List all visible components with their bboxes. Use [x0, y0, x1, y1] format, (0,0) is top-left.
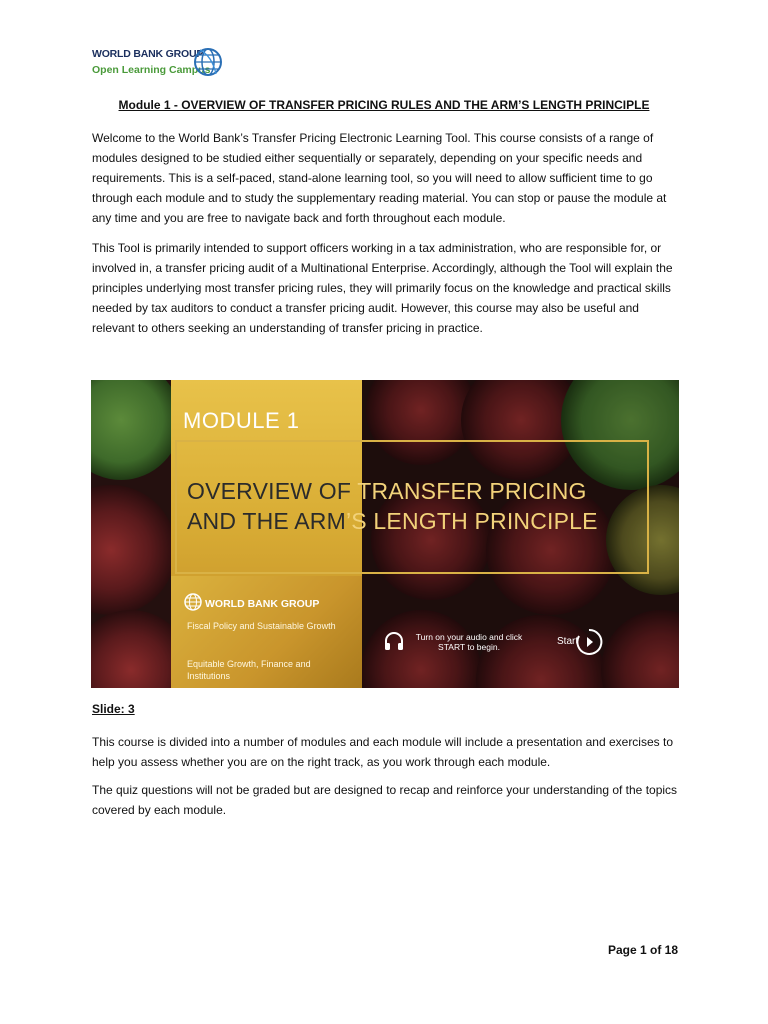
audience-paragraph: This Tool is primarily intended to support officers working in a tax administration, who are responsible for, or involved in, a transfer pricing audit of a Multinational Enterprise. Accordingly, although the Tool will explain the principles underlying most transfer pricing rules, they will primarily focus on the knowledge and practical skills needed by tax auditors to conduct a transfer pricing audit. However, this course may also be useful and relevant to others seeking an understanding of transfer pricing in practice.	[92, 241, 673, 335]
slide-number-label: Slide: 3	[92, 702, 135, 716]
module-slide-image	[91, 380, 679, 688]
slide-unit-1: Fiscal Policy and Sustainable Growth	[187, 621, 336, 631]
start-play-icon	[575, 628, 603, 656]
headphones-icon	[383, 630, 405, 652]
headline-part: OVERVIEW OF	[187, 478, 352, 504]
slide-unit-2: Equitable Growth, Finance and Institutions	[187, 659, 311, 681]
page-number: Page 1 of 18	[607, 943, 678, 957]
globe-icon	[183, 592, 203, 612]
logo-line-1: WORLD BANK GROUP	[92, 48, 204, 60]
world-bank-logo	[92, 44, 232, 84]
start-label: Start	[557, 636, 579, 647]
headline-part: AND THE ARM	[187, 508, 346, 534]
slide-org-name: WORLD BANK GROUP	[205, 598, 320, 610]
headline-part: ’S LENGTH PRINCIPLE	[345, 508, 598, 534]
course-structure-paragraph: This course is divided into a number of modules and each module will include a presentation and exercises to help you assess whether you are on the right track, as you work through each module.	[92, 735, 673, 769]
intro-paragraph: Welcome to the World Bank’s Transfer Pricing Electronic Learning Tool. This course consists of a range of modules designed to be studied either sequentially or separately, depending on your specific needs and requirements. This is a self-paced, stand-alone learning tool, so you will need to allow sufficient time to go through each module and to study the supplementary reading material. You can stop or pause the module at any time and you are free to navigate back and forth throughout each module.	[92, 131, 667, 225]
page-title: Module 1 - OVERVIEW OF TRANSFER PRICING RULES AND THE ARM’S LENGTH PRINCIPLE	[118, 98, 650, 112]
slide-headline	[187, 476, 667, 536]
quiz-paragraph: The quiz questions will not be graded but are designed to recap and reinforce your understanding of the topics covered by each module.	[92, 783, 678, 817]
slide-module-label: MODULE 1	[183, 408, 300, 433]
headline-part: TRANSFER PRICING	[351, 478, 587, 504]
logo-line-2: Open Learning Campus	[92, 64, 211, 76]
globe-icon	[192, 46, 224, 78]
audio-hint: Turn on your audio and click START to begin.	[415, 632, 523, 652]
